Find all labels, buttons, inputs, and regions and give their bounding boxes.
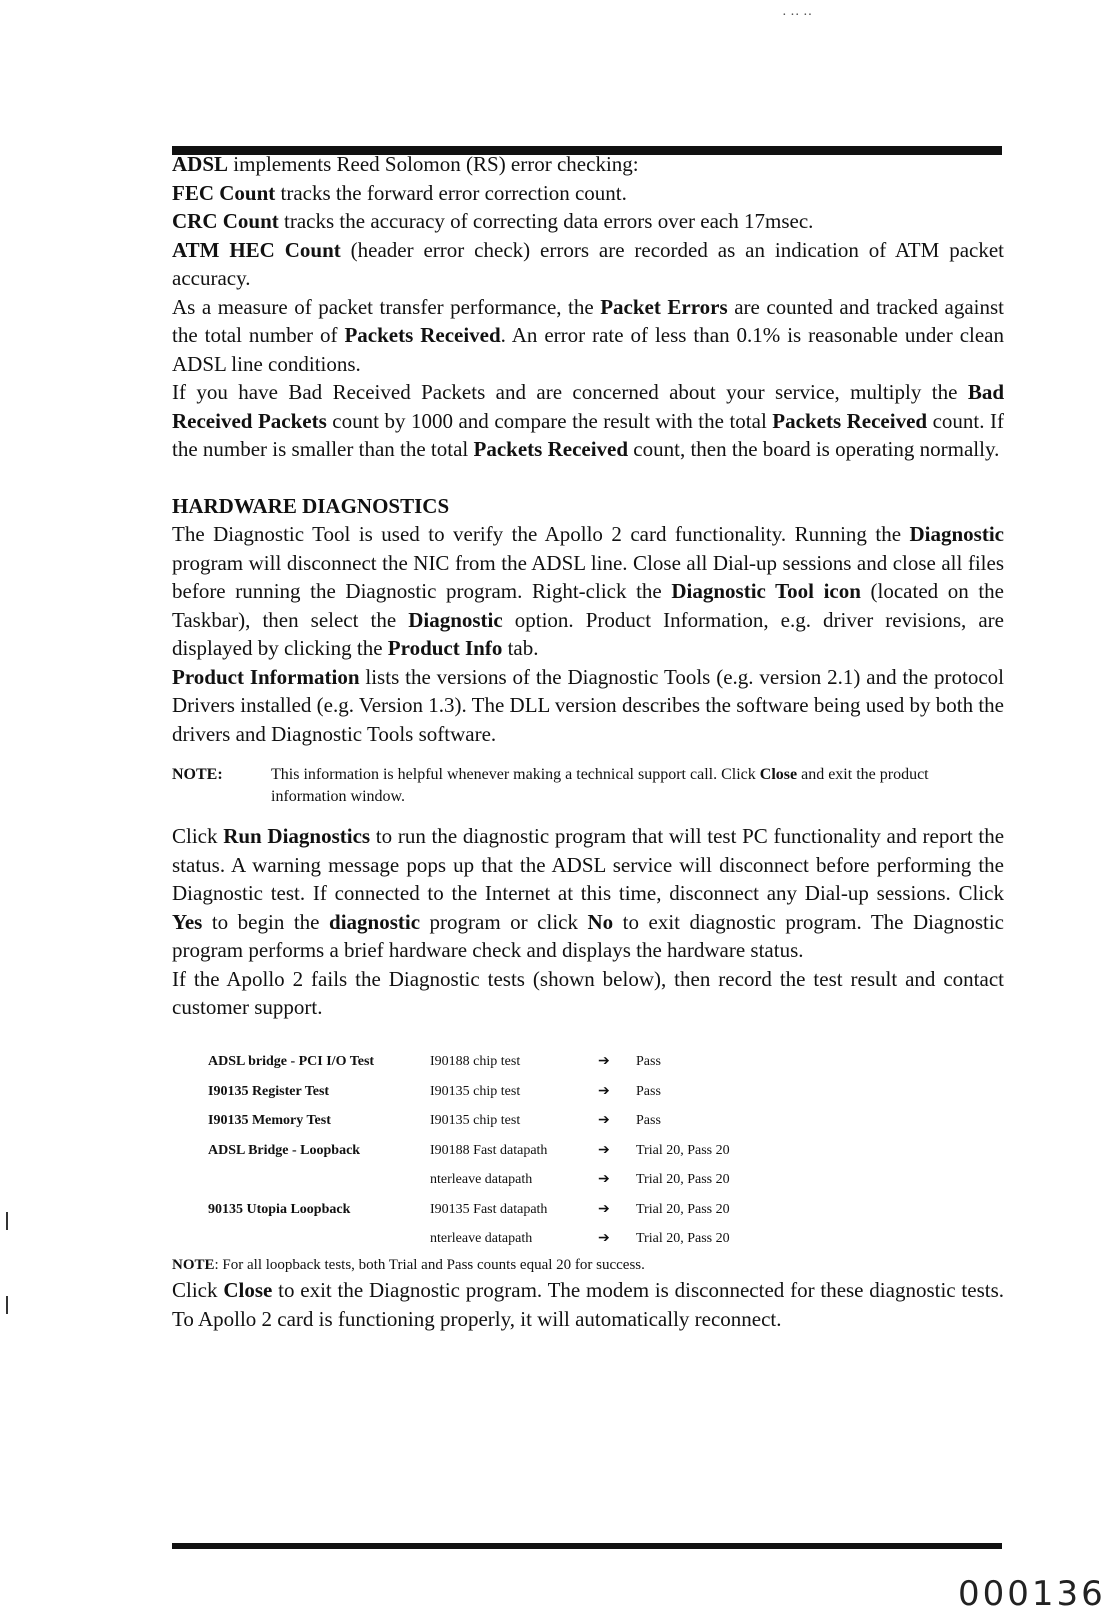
test-result: Pass — [636, 1054, 661, 1069]
text-run: count by 1000 and compare the result with the total — [326, 408, 773, 433]
paragraph — [172, 236, 1004, 293]
arrow-icon: ➔ — [598, 1083, 610, 1099]
bold-term: Close — [223, 1278, 273, 1302]
bold-term: Bad Received Packets — [172, 380, 1004, 433]
text-run: program will disconnect the NIC from the ADSL line. Close all Dial-up sessions and close all files before running the Diagnostic program. Right-click the — [172, 550, 1004, 603]
paragraph — [172, 293, 1004, 379]
test-type: I90188 Fast datapath — [430, 1142, 548, 1158]
paragraph — [172, 965, 1004, 1022]
table-row — [208, 1048, 796, 1078]
bold-term: Diagnostic — [909, 522, 1004, 546]
paragraph — [172, 150, 1004, 179]
text-run: to run the diagnostic program that will test PC functionality and report the status. A warning message pops up that the ADSL service will disconnect before performing the Diagnostic test. If connected to the Internet at this time, disconnect any Dial-up sessions. Click — [172, 824, 1005, 905]
test-name: ADSL bridge - PCI I/O Test — [208, 1054, 375, 1069]
text-run: As a measure of packet transfer performance, the — [172, 294, 601, 319]
bold-term: Product Information — [172, 664, 360, 689]
paragraph — [172, 378, 1004, 464]
paragraph — [172, 207, 1004, 236]
scan-speck: · ·· ·· — [782, 8, 813, 23]
bold-term: Diagnostic — [408, 607, 503, 632]
text-run: Click — [172, 1278, 224, 1302]
text-run: Click — [172, 824, 224, 848]
text-run: lists the versions of the Diagnostic Tools (e.g. version 2.1) and the protocol Drivers installed (e.g. Version 1.3). The DLL version describes the software being used by both the drivers and Diagnostic Tools software. — [172, 664, 1004, 746]
bold-term: NOTE — [172, 1257, 215, 1273]
bold-term: Run Diagnostics — [223, 824, 371, 848]
text-run: This information is helpful whenever making a technical support call. Click — [271, 766, 760, 783]
text-run: tab. — [502, 636, 539, 660]
intro-section — [172, 150, 1004, 464]
bold-term: Close — [759, 766, 798, 783]
text-run: : For all loopback tests, both Trial and Pass counts equal 20 for success. — [214, 1257, 645, 1273]
document-body — [172, 150, 1004, 1333]
table-row — [208, 1077, 796, 1107]
bold-term: CRC Count — [172, 209, 279, 233]
test-result: Trial 20, Pass 20 — [636, 1201, 730, 1217]
page-number: 000136 — [958, 1574, 1106, 1614]
margin-mark — [6, 1212, 8, 1230]
arrow-icon: ➔ — [598, 1113, 610, 1128]
arrow-icon: ➔ — [598, 1231, 610, 1246]
bold-term: ADSL — [172, 152, 229, 176]
text-run: . An error rate of less than 0.1% is reasonable under clean ADSL line conditions. — [172, 323, 1004, 376]
text-run: The Diagnostic Tool is used to verify the Apollo 2 card functionality. Running the — [172, 522, 910, 546]
test-type: I90135 chip test — [430, 1083, 521, 1099]
text-run: to exit the Diagnostic program. The modem is disconnected for these diagnostic tests. To Apollo 2 card is functioning properly, it will automatically reconnect. — [172, 1278, 1005, 1331]
arrow-icon: ➔ — [598, 1172, 610, 1187]
table-row — [208, 1107, 796, 1137]
paragraph — [172, 179, 1004, 208]
table-row — [208, 1195, 796, 1225]
bold-term: diagnostic — [329, 909, 421, 934]
test-type: nterleave datapath — [430, 1172, 533, 1187]
test-name: 90135 Utopia Loopback — [208, 1201, 351, 1217]
text-run: tracks the accuracy of correcting data errors over each 17msec. — [278, 209, 814, 233]
section-heading: HARDWARE DIAGNOSTICS — [172, 493, 450, 518]
bottom-rule — [172, 1543, 1002, 1549]
test-name — [208, 1225, 430, 1255]
test-type: nterleave datapath — [430, 1231, 533, 1246]
hardware-diagnostics-section — [172, 520, 1004, 748]
bold-term: Product Info — [387, 636, 503, 660]
text-run: count, then the board is operating normally. — [628, 437, 1000, 461]
bold-term: Packets Received — [473, 437, 629, 461]
test-type: I90135 Fast datapath — [430, 1201, 548, 1217]
note-label: NOTE: — [172, 766, 223, 783]
test-result: Pass — [636, 1113, 661, 1128]
test-result: Trial 20, Pass 20 — [636, 1142, 730, 1158]
text-run: count. If the number is smaller than the total — [172, 408, 1005, 461]
table-row — [208, 1225, 796, 1255]
text-run: option. Product Information, e.g. driver revisions, are displayed by clicking the — [172, 607, 1004, 660]
bold-term: FEC Count — [172, 180, 276, 205]
arrow-icon: ➔ — [598, 1201, 610, 1217]
bold-term: Packets Received — [772, 408, 928, 433]
close-paragraph — [172, 1276, 1004, 1333]
text-run: (header error check) errors are recorded as an indication of ATM packet accuracy. — [172, 237, 1004, 290]
note-text — [271, 764, 1004, 808]
table-row — [208, 1136, 796, 1166]
test-type: I90188 chip test — [430, 1054, 521, 1069]
margin-mark — [6, 1296, 8, 1314]
loopback-note — [172, 1254, 1004, 1276]
text-run: tracks the forward error correction count. — [275, 180, 627, 205]
bold-term: Diagnostic Tool icon — [671, 579, 861, 603]
text-run: to exit diagnostic program. The Diagnostic program performs a brief hardware check and displays the hardware status. — [172, 909, 1004, 962]
text-run: (located on the Taskbar), then select the — [172, 579, 1005, 632]
test-name: I90135 Memory Test — [208, 1113, 331, 1128]
test-name: ADSL Bridge - Loopback — [208, 1142, 361, 1158]
test-result: Trial 20, Pass 20 — [636, 1172, 730, 1187]
test-type: I90135 chip test — [430, 1113, 521, 1128]
test-name: I90135 Register Test — [208, 1083, 330, 1099]
text-run: to begin the — [202, 909, 330, 934]
arrow-icon: ➔ — [598, 1054, 610, 1069]
bold-term: Packet Errors — [600, 294, 728, 319]
text-run: program or click — [420, 909, 588, 934]
text-run: If the Apollo 2 fails the Diagnostic tests (shown below), then record the test result and contact customer support. — [172, 966, 1004, 1019]
table-row — [208, 1166, 796, 1196]
paragraph — [172, 520, 1004, 663]
paragraph — [172, 822, 1004, 965]
run-diagnostics-section — [172, 822, 1004, 1022]
bold-term: No — [587, 909, 614, 934]
paragraph — [172, 663, 1004, 749]
text-run: If you have Bad Received Packets and are concerned about your service, multiply the — [172, 380, 968, 404]
diagnostic-test-table — [208, 1048, 796, 1255]
test-name — [208, 1166, 430, 1196]
arrow-icon: ➔ — [598, 1142, 610, 1158]
note-block — [172, 764, 1004, 808]
bold-term: ATM HEC Count — [172, 237, 341, 262]
bold-term: Packets Received — [344, 323, 501, 347]
test-result: Pass — [636, 1083, 661, 1099]
text-run: implements Reed Solomon (RS) error checking: — [228, 152, 639, 176]
test-result: Trial 20, Pass 20 — [636, 1231, 730, 1246]
text-run: and exit the product information window. — [271, 766, 929, 805]
bold-term: Yes — [172, 909, 203, 934]
text-run: are counted and tracked against the total number of — [172, 294, 1004, 347]
